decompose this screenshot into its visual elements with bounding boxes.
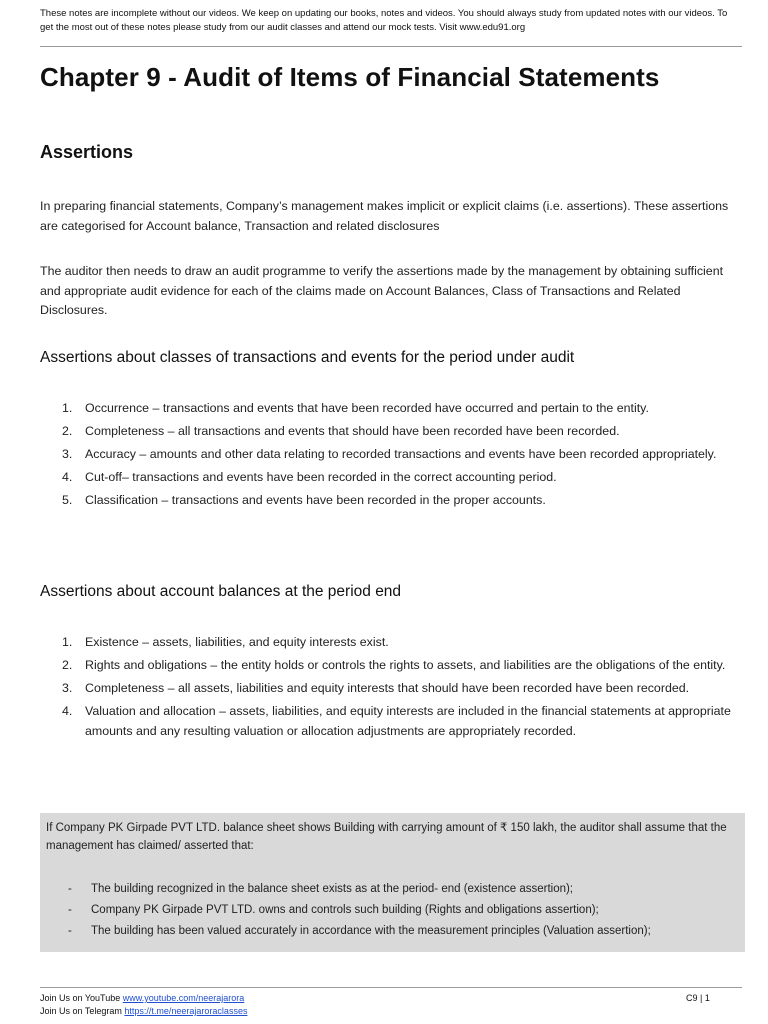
list-item — [40, 679, 746, 699]
list-item — [40, 445, 746, 465]
intro-paragraph: In preparing financial statements, Company’s management makes implicit or explicit claims (i.e. assertions). These assertions are categorised for Account balance, Transaction and related disclosures — [40, 199, 729, 233]
header-divider — [40, 46, 742, 47]
list-number: 5. — [62, 493, 73, 507]
list-text: Company PK Girpade PVT LTD. owns and controls such building (Rights and obligations assertion); — [91, 904, 599, 916]
telegram-link[interactable]: https://t.me/neerajaroraclasses — [124, 1006, 248, 1016]
list-text: Cut-off– transactions and events have been recorded in the correct accounting period. — [85, 470, 557, 484]
telegram-label: Join Us on Telegram — [40, 1006, 122, 1016]
transactions-list — [40, 399, 746, 514]
list-item — [40, 900, 740, 921]
list-item — [40, 491, 746, 511]
list-text: Rights and obligations – the entity holds or controls the rights to assets, and liabilities are the obligations of the entity. — [85, 658, 726, 672]
list-text: Existence – assets, liabilities, and equity interests exist. — [85, 635, 389, 649]
dash-bullet: - — [68, 904, 72, 916]
chapter-title: Chapter 9 - Audit of Items of Financial Statements — [40, 62, 660, 92]
list-item — [40, 468, 746, 488]
list-number: 2. — [62, 658, 73, 672]
list-text: Classification – transactions and events have been recorded in the proper accounts. — [85, 493, 546, 507]
footer-links — [40, 992, 247, 1018]
list-text: Completeness – all assets, liabilities and equity interests that should have been recorded have been recorded. — [85, 681, 690, 695]
list-item — [40, 921, 740, 942]
list-number: 4. — [62, 704, 73, 718]
dash-bullet: - — [68, 925, 72, 937]
list-text: The building recognized in the balance sheet exists as at the period- end (existence assertion); — [91, 883, 574, 895]
auditor-paragraph: The auditor then needs to draw an audit programme to verify the assertions made by the management by obtaining sufficient and appropriate audit evidence for each of the claims made on Account Balances, Class of Transactions and Related Disclosures. — [40, 264, 724, 317]
list-item — [40, 879, 740, 900]
balances-heading: Assertions about account balances at the period end — [40, 583, 402, 600]
dash-bullet: - — [68, 883, 72, 895]
list-item — [40, 422, 746, 442]
page-number: C9 | 1 — [686, 993, 710, 1003]
balances-list — [40, 633, 746, 745]
list-text: Accuracy – amounts and other data relating to recorded transactions and events have been recorded appropriately. — [85, 447, 717, 461]
list-text: Valuation and allocation – assets, liabilities, and equity interests are included in the financial statements at appropriate amounts and any resulting valuation or allocation adjustments are appropriately recorded. — [85, 704, 731, 738]
section-title: Assertions — [40, 142, 134, 162]
header-note: These notes are incomplete without our videos. We keep on updating our books, notes and videos. You should always study from updated notes with our videos. To get the most out of these notes please study from our audit classes and attend our mock tests. Visit www.edu91.org — [40, 8, 728, 33]
list-text: Completeness – all transactions and events that should have been recorded have been recorded. — [85, 424, 620, 438]
list-item — [40, 656, 746, 676]
transactions-heading: Assertions about classes of transactions and events for the period under audit — [40, 349, 575, 366]
list-number: 3. — [62, 447, 73, 461]
example-box — [40, 813, 745, 952]
list-text: The building has been valued accurately in accordance with the measurement principles (Valuation assertion); — [91, 925, 651, 937]
list-text: Occurrence – transactions and events that have been recorded have occurred and pertain to the entity. — [85, 401, 649, 415]
youtube-link[interactable]: www.youtube.com/neerajarora — [122, 993, 245, 1003]
footer-divider — [40, 987, 742, 988]
list-number: 4. — [62, 470, 73, 484]
example-intro: If Company PK Girpade PVT LTD. balance sheet shows Building with carrying amount of ₹ 150 lakh, the auditor shall assume that the management has claimed/ asserted that: — [46, 822, 727, 852]
list-item — [40, 702, 746, 741]
youtube-line — [40, 992, 247, 1005]
list-item — [40, 399, 746, 419]
example-list — [40, 879, 740, 942]
list-number: 2. — [62, 424, 73, 438]
list-number: 3. — [62, 681, 73, 695]
list-number: 1. — [62, 401, 73, 415]
list-item — [40, 633, 746, 653]
list-number: 1. — [62, 635, 73, 649]
youtube-label: Join Us on YouTube — [40, 993, 121, 1003]
telegram-line — [40, 1005, 247, 1018]
